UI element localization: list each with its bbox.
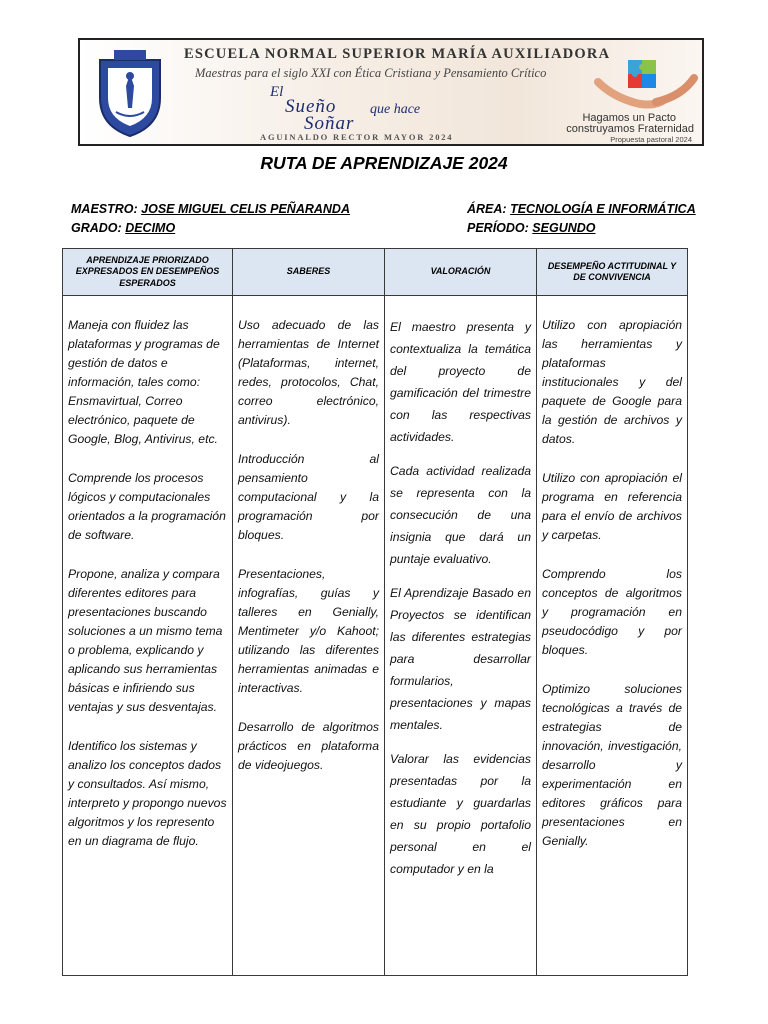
pact-line-3: Propuesta pastoral 2024 <box>610 135 692 144</box>
paragraph: Valorar las evidencias presentadas por la estudiante y guardarlas en su propio portafolio personal en el computador y en la <box>390 752 531 876</box>
header-valoracion: VALORACIÓN <box>385 249 537 296</box>
pact-line-1: Hagamos un Pacto <box>582 112 676 124</box>
document-title: RUTA DE APRENDIZAJE 2024 <box>260 153 508 173</box>
paragraph: Utilizo con apropiación el programa en referencia para el envío de archivos y carpetas. <box>542 471 682 542</box>
grade-field <box>71 221 175 235</box>
period-field <box>467 221 596 235</box>
paragraph: Utilizo con apropiación las herramientas y plataformas institucionales y del paquete de Google para la gestión de archivos y datos. <box>542 318 682 446</box>
school-motto: Maestras para el siglo XXI con Ética Cristiana y Pensamiento Crítico <box>195 66 547 80</box>
pact-line-2: construyamos Fraternidad <box>566 123 694 135</box>
cell-desempeno <box>537 296 688 976</box>
paragraph: Comprende los procesos lógicos y computacionales orientados a la programación de software. <box>68 471 226 542</box>
paragraph: Cada actividad realizada se representa con la consecución de una insignia que dará un puntaje evaluativo. <box>390 464 531 566</box>
school-crest-icon <box>94 46 166 138</box>
grade-label: GRADO: <box>71 221 122 235</box>
period-value: SEGUNDO <box>532 221 596 235</box>
grade-value: DECIMO <box>125 221 176 235</box>
table-header-row <box>63 249 688 296</box>
paragraph: Identifico los sistemas y analizo los conceptos dados y consultados. Así mismo, interpreto y propongo nuevos algoritmos y los represento en un diagrama de flujo. <box>68 739 227 848</box>
period-label: PERÍODO: <box>467 221 529 235</box>
paragraph: El Aprendizaje Basado en Proyectos se identifican las diferentes estrategias para desarrollar formularios, presentaciones y mapas mentales. <box>390 586 531 732</box>
cell-aprendizaje <box>63 296 233 976</box>
slogan-el: El <box>270 84 284 100</box>
paragraph: Comprendo los conceptos de algoritmos y programación en pseudocódigo y por bloques. <box>542 567 682 657</box>
area-value: TECNOLOGÍA E INFORMÁTICA <box>510 202 696 216</box>
teacher-field <box>71 202 350 216</box>
teacher-value: JOSE MIGUEL CELIS PEÑARANDA <box>141 202 350 216</box>
header-aprendizaje: APRENDIZAJE PRIORIZADO EXPRESADOS EN DESEMPEÑOS ESPERADOS <box>63 249 233 296</box>
table-row <box>63 296 688 976</box>
cell-saberes <box>233 296 385 976</box>
paragraph: Desarrollo de algoritmos prácticos en plataforma de videojuegos. <box>238 720 379 772</box>
learning-route-table <box>62 248 688 976</box>
paragraph: Introducción al pensamiento computacional y la programación por bloques. <box>238 452 379 542</box>
aguinaldo-text: AGUINALDO RECTOR MAYOR 2024 <box>260 132 454 142</box>
header-banner <box>78 38 704 146</box>
cell-valoracion <box>385 296 537 976</box>
teacher-label: MAESTRO: <box>71 202 138 216</box>
header-desempeno: DESEMPEÑO ACTITUDINAL Y DE CONVIVENCIA <box>537 249 688 296</box>
paragraph: Uso adecuado de las herramientas de Internet (Plataformas, internet, redes, protocolos, Chat, correo electrónico, antivirus). <box>238 318 379 427</box>
header-saberes: SABERES <box>233 249 385 296</box>
paragraph: Optimizo soluciones tecnológicas a través de estrategias de innovación, investigación, desarrollo y experimentación en editores gráficos para presentaciones en Genially. <box>542 682 682 848</box>
slogan-sueno: Sueño <box>285 96 337 117</box>
slogan-sonar: Soñar <box>304 113 355 134</box>
paragraph: El maestro presenta y contextualiza la temática del proyecto de gamificación del trimestre con las respectivas actividades. <box>390 320 531 444</box>
paragraph: Propone, analiza y compara diferentes editores para presentaciones buscando soluciones a un mismo tema o problema, explicando y aplicando sus herramientas básicas e infiriendo sus ventajas y sus desventajas. <box>68 567 223 714</box>
area-label: ÁREA: <box>467 202 507 216</box>
area-field <box>467 202 696 216</box>
hands-puzzle-icon <box>594 48 698 112</box>
slogan-que-hace: que hace <box>370 102 421 117</box>
paragraph: Presentaciones, infografías, guías y talleres en Genially, Mentimeter y/o Kahoot; utilizando las diferentes herramientas animadas e interactivas. <box>238 567 379 695</box>
paragraph: Maneja con fluidez las plataformas y programas de gestión de datos e información, tales como: Ensmavirtual, Correo electrónico, paquete de Google, Blog, Antivirus, etc. <box>68 318 220 446</box>
school-name: ESCUELA NORMAL SUPERIOR MARÍA AUXILIADORA <box>184 46 611 62</box>
